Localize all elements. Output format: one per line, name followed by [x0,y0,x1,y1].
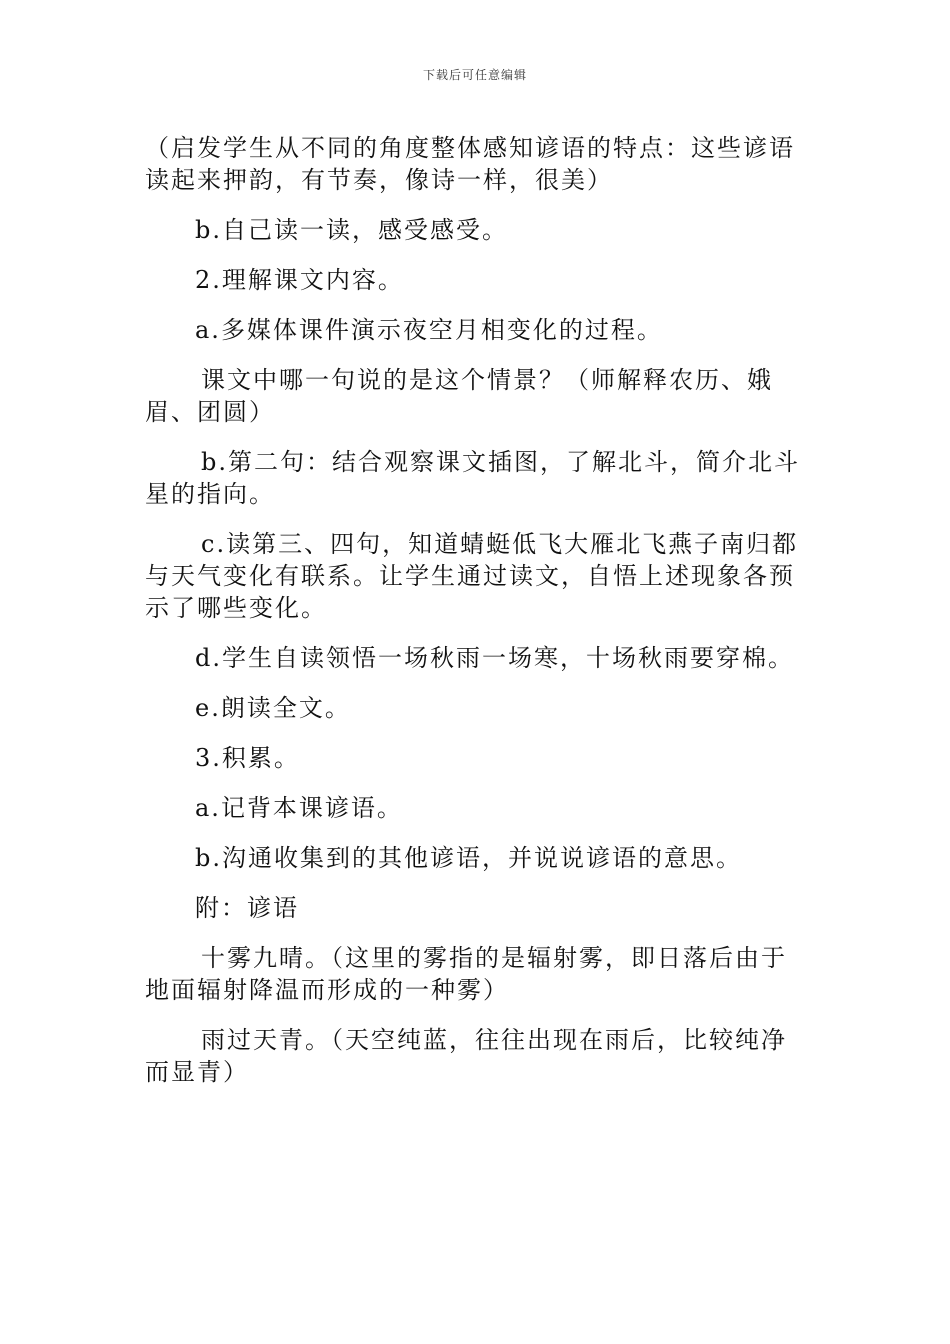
paragraph-moon-phase-demo: a.多媒体课件演示夜空月相变化的过程。 [195,316,663,344]
paragraph-understand-text: 2.理解课文内容。 [195,266,404,294]
paragraph-proverb-fog: 十雾九晴。（这里的雾指的是辐射雾，即日落后由于地面辐射降温而形成的一种雾） [145,944,787,1004]
page-header: 下载后可任意编辑 [422,68,527,82]
paragraph-appendix-title: 附：谚语 [195,894,299,922]
paragraph-second-sentence: b.第二句：结合观察课文插图，了解北斗，简介北斗星的指向。 [145,448,800,508]
paragraph-autumn-rain: d.学生自读领悟一场秋雨一场寒，十场秋雨要穿棉。 [195,644,794,672]
paragraph-proverb-rain: 雨过天青。（天空纯蓝，往往出现在雨后，比较纯净而显青） [145,1026,787,1086]
paragraph-accumulate: 3.积累。 [195,744,300,772]
paragraph-memorize: a.记背本课谚语。 [195,794,403,822]
paragraph-third-fourth-sentence: c.读第三、四句，知道蜻蜓低飞大雁北飞燕子南归都与天气变化有联系。让学生通过读文，自悟上述现象各预示了哪些变化。 [145,530,799,622]
document-body [145,132,810,1106]
paragraph-read-full-text: e.朗读全文。 [195,694,351,722]
paragraph-share-proverbs: b.沟通收集到的其他谚语，并说说谚语的意思。 [195,844,742,872]
paragraph-proverb-features: （启发学生从不同的角度整体感知谚语的特点：这些谚语读起来押韵，有节奏，像诗一样，很美） [145,134,795,194]
paragraph-which-sentence: 课文中哪一句说的是这个情景？（师解释农历、娥眉、团圆） [145,366,773,426]
paragraph-read-yourself: b.自己读一读，感受感受。 [195,216,508,244]
